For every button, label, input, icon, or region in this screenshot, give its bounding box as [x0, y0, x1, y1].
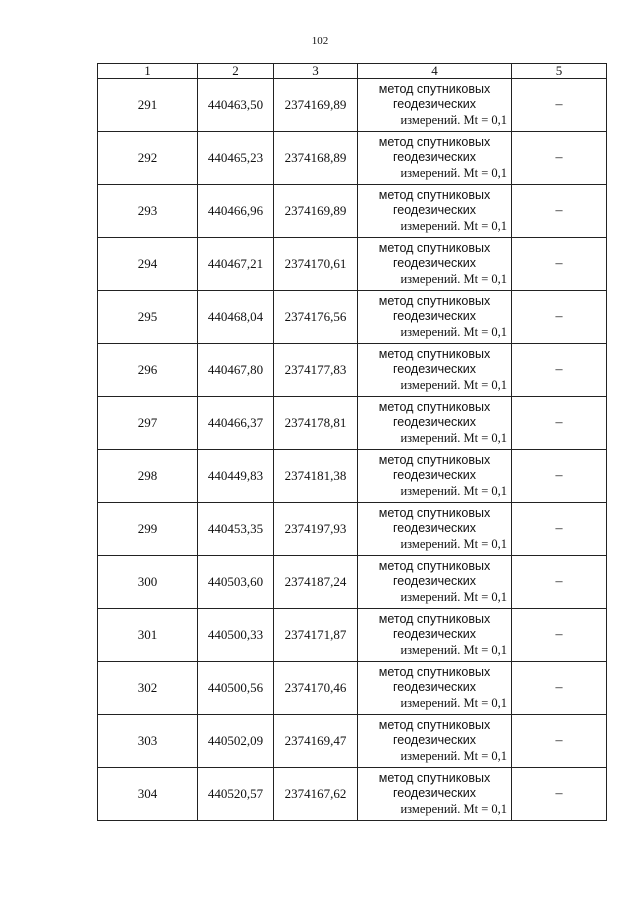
page-number: 102	[311, 35, 329, 47]
table-row	[98, 291, 607, 344]
method-line-2: геодезических	[392, 786, 476, 801]
method-line-1: метод спутниковых	[378, 240, 491, 255]
method-line-3: измерений. Mt = 0,1	[400, 483, 507, 498]
coordinates-table	[97, 63, 607, 821]
point-number-cell: 291	[98, 79, 198, 132]
method-cell	[358, 185, 512, 238]
y-coordinate-cell: 2374181,38	[274, 450, 358, 503]
table-row	[98, 397, 607, 450]
table-row	[98, 79, 607, 132]
column-5-cell: –	[512, 397, 607, 450]
method-line-1: метод спутниковых	[378, 134, 491, 149]
method-line-1: метод спутниковых	[378, 346, 491, 361]
method-line-1: метод спутниковых	[378, 81, 491, 96]
method-line-1: метод спутниковых	[378, 717, 491, 732]
method-line-1: метод спутниковых	[378, 187, 491, 202]
point-number-cell: 299	[98, 503, 198, 556]
x-coordinate-cell: 440500,56	[198, 662, 274, 715]
y-coordinate-cell: 2374178,81	[274, 397, 358, 450]
x-coordinate-cell: 440465,23	[198, 132, 274, 185]
method-line-3: измерений. Mt = 0,1	[400, 112, 507, 127]
method-line-1: метод спутниковых	[378, 452, 491, 467]
method-line-2: геодезических	[392, 203, 476, 218]
method-line-3: измерений. Mt = 0,1	[400, 218, 507, 233]
column-5-cell: –	[512, 715, 607, 768]
y-coordinate-cell: 2374177,83	[274, 344, 358, 397]
column-5-cell: –	[512, 291, 607, 344]
table-row	[98, 768, 607, 821]
method-cell	[358, 556, 512, 609]
method-line-2: геодезических	[392, 309, 476, 324]
method-line-2: геодезических	[392, 680, 476, 695]
x-coordinate-cell: 440467,21	[198, 238, 274, 291]
column-5-cell: –	[512, 344, 607, 397]
method-line-3: измерений. Mt = 0,1	[400, 642, 507, 657]
method-cell	[358, 715, 512, 768]
method-line-1: метод спутниковых	[378, 293, 491, 308]
y-coordinate-cell: 2374170,61	[274, 238, 358, 291]
x-coordinate-cell: 440500,33	[198, 609, 274, 662]
table-row	[98, 344, 607, 397]
column-5-cell: –	[512, 132, 607, 185]
method-line-1: метод спутниковых	[378, 558, 491, 573]
y-coordinate-cell: 2374176,56	[274, 291, 358, 344]
y-coordinate-cell: 2374169,89	[274, 185, 358, 238]
method-line-3: измерений. Mt = 0,1	[400, 589, 507, 604]
x-coordinate-cell: 440502,09	[198, 715, 274, 768]
x-coordinate-cell: 440463,50	[198, 79, 274, 132]
table-row	[98, 609, 607, 662]
point-number-cell: 293	[98, 185, 198, 238]
method-line-3: измерений. Mt = 0,1	[400, 430, 507, 445]
method-line-1: метод спутниковых	[378, 611, 491, 626]
method-line-3: измерений. Mt = 0,1	[400, 748, 507, 763]
method-line-3: измерений. Mt = 0,1	[400, 695, 507, 710]
method-cell	[358, 662, 512, 715]
y-coordinate-cell: 2374187,24	[274, 556, 358, 609]
method-line-2: геодезических	[392, 627, 476, 642]
method-line-2: геодезических	[392, 415, 476, 430]
method-cell	[358, 238, 512, 291]
column-header-4: 4	[358, 64, 512, 79]
table-row	[98, 503, 607, 556]
point-number-cell: 300	[98, 556, 198, 609]
x-coordinate-cell: 440466,37	[198, 397, 274, 450]
method-line-2: геодезических	[392, 150, 476, 165]
y-coordinate-cell: 2374167,62	[274, 768, 358, 821]
x-coordinate-cell: 440520,57	[198, 768, 274, 821]
point-number-cell: 292	[98, 132, 198, 185]
column-header-3: 3	[274, 64, 358, 79]
x-coordinate-cell: 440466,96	[198, 185, 274, 238]
method-line-3: измерений. Mt = 0,1	[400, 324, 507, 339]
table-row	[98, 238, 607, 291]
table-row	[98, 715, 607, 768]
point-number-cell: 296	[98, 344, 198, 397]
column-5-cell: –	[512, 503, 607, 556]
y-coordinate-cell: 2374170,46	[274, 662, 358, 715]
method-line-2: геодезических	[392, 733, 476, 748]
method-line-2: геодезических	[392, 97, 476, 112]
method-cell	[358, 132, 512, 185]
x-coordinate-cell: 440453,35	[198, 503, 274, 556]
column-header-1: 1	[98, 64, 198, 79]
method-line-1: метод спутниковых	[378, 770, 491, 785]
method-line-1: метод спутниковых	[378, 399, 491, 414]
method-line-2: геодезических	[392, 521, 476, 536]
method-cell	[358, 291, 512, 344]
y-coordinate-cell: 2374169,47	[274, 715, 358, 768]
table-row	[98, 662, 607, 715]
point-number-cell: 298	[98, 450, 198, 503]
point-number-cell: 294	[98, 238, 198, 291]
method-line-3: измерений. Mt = 0,1	[400, 271, 507, 286]
method-cell	[358, 503, 512, 556]
y-coordinate-cell: 2374168,89	[274, 132, 358, 185]
table-row	[98, 450, 607, 503]
point-number-cell: 304	[98, 768, 198, 821]
method-cell	[358, 397, 512, 450]
table-row	[98, 556, 607, 609]
method-line-2: геодезических	[392, 256, 476, 271]
column-header-2: 2	[198, 64, 274, 79]
point-number-cell: 297	[98, 397, 198, 450]
point-number-cell: 295	[98, 291, 198, 344]
method-line-3: измерений. Mt = 0,1	[400, 165, 507, 180]
x-coordinate-cell: 440503,60	[198, 556, 274, 609]
method-cell	[358, 768, 512, 821]
column-5-cell: –	[512, 662, 607, 715]
column-5-cell: –	[512, 609, 607, 662]
y-coordinate-cell: 2374197,93	[274, 503, 358, 556]
column-5-cell: –	[512, 79, 607, 132]
column-header-5: 5	[512, 64, 607, 79]
table-header	[98, 64, 607, 79]
table-row	[98, 132, 607, 185]
table-body	[98, 79, 607, 821]
header-row	[98, 64, 607, 79]
point-number-cell: 302	[98, 662, 198, 715]
x-coordinate-cell: 440468,04	[198, 291, 274, 344]
method-line-1: метод спутниковых	[378, 505, 491, 520]
point-number-cell: 303	[98, 715, 198, 768]
column-5-cell: –	[512, 556, 607, 609]
method-line-3: измерений. Mt = 0,1	[400, 377, 507, 392]
y-coordinate-cell: 2374171,87	[274, 609, 358, 662]
method-cell	[358, 344, 512, 397]
method-cell	[358, 609, 512, 662]
method-cell	[358, 79, 512, 132]
y-coordinate-cell: 2374169,89	[274, 79, 358, 132]
method-line-2: геодезических	[392, 574, 476, 589]
method-line-2: геодезических	[392, 362, 476, 377]
column-5-cell: –	[512, 768, 607, 821]
table-row	[98, 185, 607, 238]
column-5-cell: –	[512, 450, 607, 503]
method-cell	[358, 450, 512, 503]
method-line-2: геодезических	[392, 468, 476, 483]
method-line-1: метод спутниковых	[378, 664, 491, 679]
method-line-3: измерений. Mt = 0,1	[400, 536, 507, 551]
column-5-cell: –	[512, 185, 607, 238]
x-coordinate-cell: 440467,80	[198, 344, 274, 397]
x-coordinate-cell: 440449,83	[198, 450, 274, 503]
column-5-cell: –	[512, 238, 607, 291]
method-line-3: измерений. Mt = 0,1	[400, 801, 507, 816]
point-number-cell: 301	[98, 609, 198, 662]
